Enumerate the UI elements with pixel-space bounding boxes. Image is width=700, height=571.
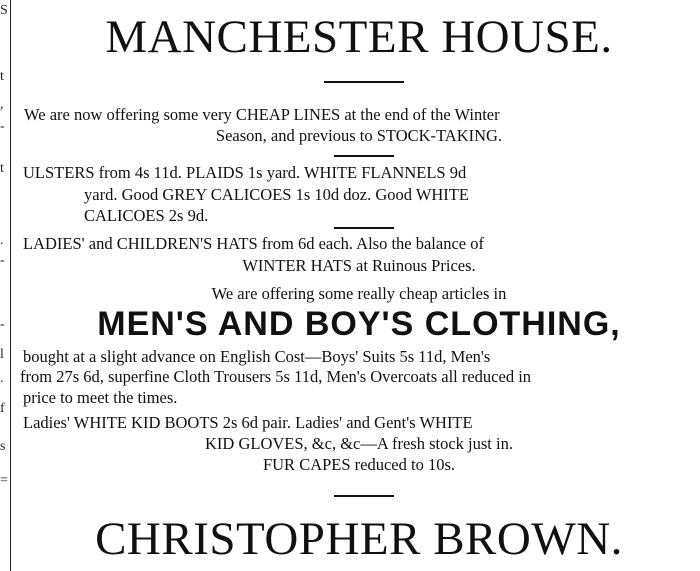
margin-mark: f (0, 401, 5, 416)
text-line: CALICOES 2s 9d. (84, 206, 209, 225)
margin-mark: - (0, 253, 5, 268)
margin-mark: = (0, 473, 8, 488)
margin-mark: S (0, 3, 8, 18)
divider-rule (324, 81, 404, 83)
margin-mark: l (0, 347, 4, 362)
margin-mark: . (0, 233, 4, 248)
margin-mark: . (0, 371, 4, 386)
divider-rule (334, 227, 394, 229)
text-line: We are offering some really cheap articles in (211, 284, 507, 303)
text-line: price to meet the times. (23, 388, 178, 407)
clothing-banner: MEN'S AND BOY'S CLOTHING, (97, 305, 621, 343)
text-line: We are now offering some very CHEAP LINES at the end of the Winter (24, 105, 500, 124)
text-line: LADIES' and CHILDREN'S HATS from 6d each. Also the balance of (23, 234, 484, 253)
text-line: bought at a slight advance on English Cost—Boys' Suits 5s 11d, Men's (23, 347, 491, 366)
text-line: Season, and previous to STOCK-TAKING. (215, 126, 503, 145)
margin-mark: - (0, 317, 5, 332)
text-line: yard. Good GREY CALICOES 1s 10d doz. Good WHITE (84, 185, 469, 204)
text-line: from 27s 6d, superfine Cloth Trousers 5s 11d, Men's Overcoats all reduced in (20, 367, 532, 386)
adjacent-column-fragments (0, 0, 10, 571)
proprietor-name: CHRISTOPHER BROWN. (95, 513, 623, 565)
text-line: WINTER HATS at Ruinous Prices. (242, 256, 476, 275)
divider-rule (334, 155, 394, 157)
text-line: FUR CAPES reduced to 10s. (262, 455, 456, 474)
advertisement (20, 0, 698, 571)
margin-mark: - (0, 119, 5, 134)
margin-mark: t (0, 69, 4, 84)
text-line: ULSTERS from 4s 11d. PLAIDS 1s yard. WHITE FLANNELS 9d (23, 163, 467, 182)
text-line: KID GLOVES, &c, &c—A fresh stock just in. (205, 434, 513, 453)
margin-mark: s (0, 439, 6, 454)
margin-mark: , (0, 97, 4, 112)
column-rule (10, 0, 11, 571)
divider-rule (334, 495, 394, 497)
margin-mark: t (0, 161, 4, 176)
store-title: MANCHESTER HOUSE. (105, 11, 613, 63)
text-line: Ladies' WHITE KID BOOTS 2s 6d pair. Ladies' and Gent's WHITE (23, 413, 473, 432)
